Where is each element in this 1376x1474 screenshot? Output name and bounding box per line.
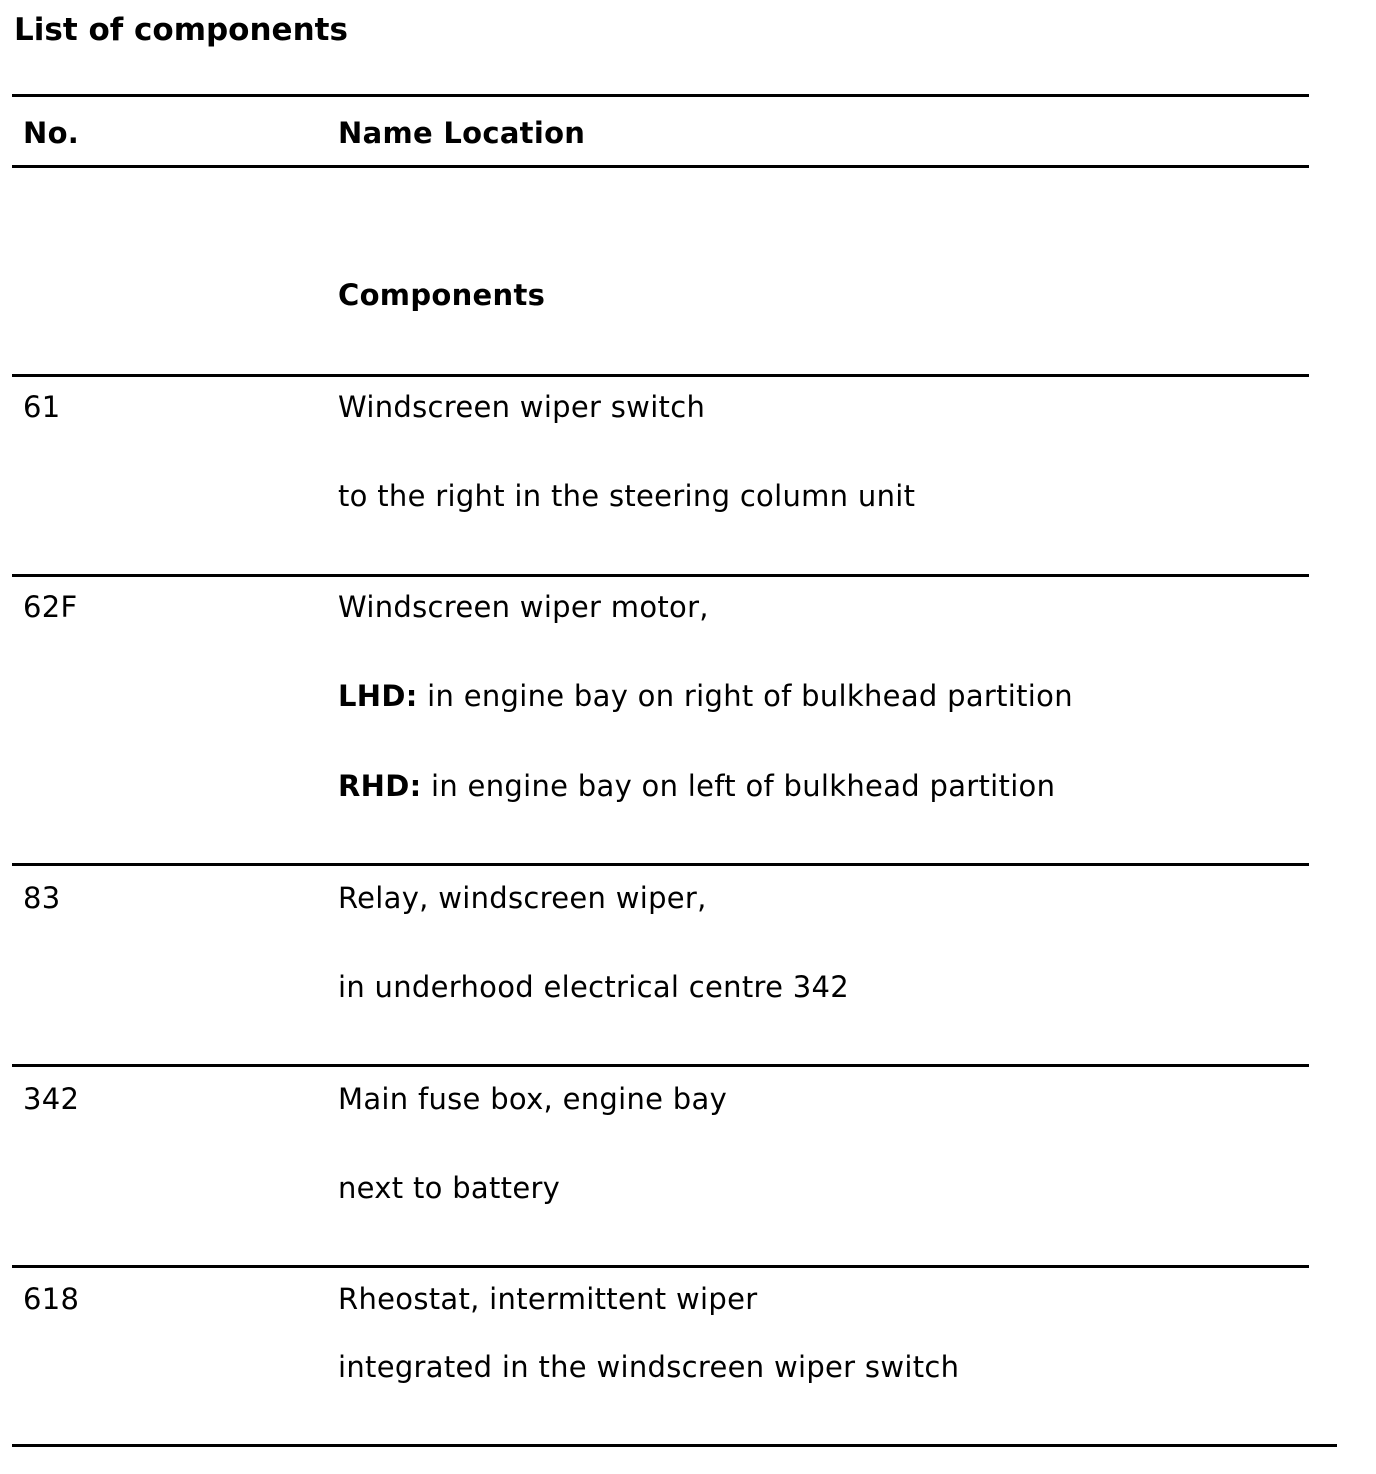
line-text: in underhood electrical centre 342 bbox=[338, 970, 850, 1004]
section-label: Components bbox=[338, 278, 546, 312]
line-prefix: LHD: bbox=[338, 679, 418, 713]
line-text: in engine bay on left of bulkhead partition bbox=[421, 769, 1056, 803]
row-divider bbox=[12, 1064, 1309, 1067]
component-number: 342 bbox=[23, 1082, 80, 1116]
row-divider bbox=[12, 863, 1309, 866]
component-line bbox=[338, 881, 707, 915]
line-text: to the right in the steering column unit bbox=[338, 479, 916, 513]
component-line bbox=[338, 679, 1073, 713]
line-text: Windscreen wiper switch bbox=[338, 390, 706, 424]
component-line bbox=[338, 1171, 560, 1205]
header-name-location: Name Location bbox=[338, 116, 586, 150]
component-number: 62F bbox=[23, 590, 78, 624]
component-line bbox=[338, 1282, 757, 1316]
page-title: List of components bbox=[14, 12, 348, 48]
component-number: 618 bbox=[23, 1282, 80, 1316]
table-top-rule bbox=[12, 94, 1309, 97]
component-line bbox=[338, 1350, 959, 1384]
line-text: in engine bay on right of bulkhead partition bbox=[417, 679, 1073, 713]
component-line bbox=[338, 1082, 727, 1116]
component-line bbox=[338, 970, 849, 1004]
line-text: integrated in the windscreen wiper switch bbox=[338, 1350, 960, 1384]
component-number: 61 bbox=[23, 390, 61, 424]
component-line bbox=[338, 390, 705, 424]
line-prefix: RHD: bbox=[338, 769, 422, 803]
header-bottom-rule bbox=[12, 165, 1309, 168]
component-line bbox=[338, 590, 709, 624]
line-text: next to battery bbox=[338, 1171, 561, 1205]
line-text: Main fuse box, engine bay bbox=[338, 1082, 728, 1116]
line-text: Windscreen wiper motor, bbox=[338, 590, 709, 624]
line-text: Relay, windscreen wiper, bbox=[338, 881, 707, 915]
component-line bbox=[338, 479, 915, 513]
component-number: 83 bbox=[23, 881, 61, 915]
row-divider bbox=[12, 1265, 1309, 1268]
line-text: Rheostat, intermittent wiper bbox=[338, 1282, 758, 1316]
table-bottom-rule bbox=[12, 1444, 1337, 1447]
row-divider bbox=[12, 574, 1309, 577]
component-line bbox=[338, 769, 1055, 803]
row-divider bbox=[12, 374, 1309, 377]
header-no: No. bbox=[23, 116, 80, 150]
